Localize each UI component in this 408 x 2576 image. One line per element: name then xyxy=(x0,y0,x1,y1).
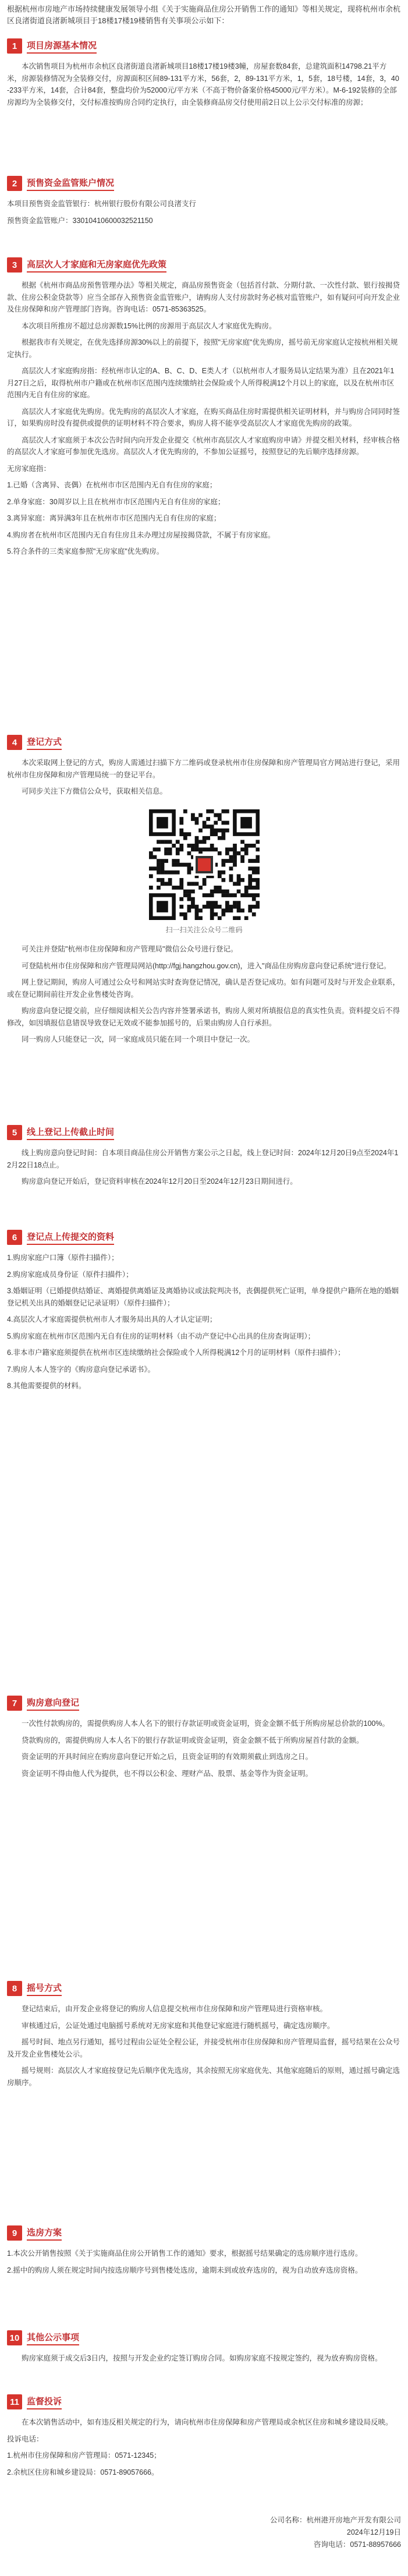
section-header xyxy=(7,2393,401,2411)
list-item: 4.购房者在杭州市区范围内无自有住房且未办理过房屋按揭贷款，不属于有房家庭。 xyxy=(7,530,275,539)
section-registration-details xyxy=(7,943,401,1050)
section-header xyxy=(7,1694,401,1712)
section-title: 预售资金监管账户情况 xyxy=(27,176,114,191)
section-header xyxy=(7,256,401,274)
section-number: 7 xyxy=(7,1696,22,1711)
section-header xyxy=(7,1229,401,1246)
list-item: 1.购房家庭户口簿（原件扫描件）； xyxy=(7,1254,119,1262)
paragraph: 根据《杭州市商品房预售管理办法》等相关规定，商品房预售资金（包括首付款、分期付款、一次性付款、银行按揭贷款、住房公积金贷款等）应当全部存入预售资金监管账户，请购房人支付房款时务必核对监管账户，如有疑问可向开发企业及住房保障和房产管理部门咨询。咨询电话：0571-85363525。 xyxy=(7,281,400,313)
list-item: 1.本次公开销售按照《关于实施商品住房公开销售工作的通知》要求，根据摇号结果确定的选房顺序进行选房。 xyxy=(7,2249,363,2257)
paragraph: 摇号时间、地点另行通知，摇号过程由公证处全程公证，并接受杭州市住房保障和房产管理局监督，摇号结果在公众号及开发企业售楼处公示。 xyxy=(7,2038,400,2058)
section-purchase-registration xyxy=(7,1694,401,1784)
footer-date: 2024年12月19日 xyxy=(346,2528,401,2536)
paragraph: 购房意向登记开始后，登记资料审核在2024年12月20日至2024年12月23日期间进行。 xyxy=(22,1177,297,1186)
section-number: 4 xyxy=(7,735,22,750)
qr-code-block xyxy=(149,809,260,935)
section-title: 登记点上传提交的资料 xyxy=(27,1230,114,1245)
paragraph: 可登陆杭州市住房保障和房产管理局网站(http://fgj.hangzhou.gov.cn)，进入"商品住房购房意向登记系统"进行登记。 xyxy=(22,961,391,970)
paragraph: 资金证明的开具时间应在购房意向登记开始之后，且资金证明的有效期须截止到选房之日。 xyxy=(22,1753,313,1761)
paragraph: 摇号规则：高层次人才家庭按登记先后顺序优先选房，其余按照无房家庭优先、其他家庭随后的原则，通过摇号确定选房顺序。 xyxy=(7,2067,400,2087)
list-item: 2.摇中的购房人须在规定时间内按选房顺序号到售楼处选房，逾期未到或放弃选房的，视为自动放弃选房资格。 xyxy=(7,2266,363,2274)
paragraph: 本项目预售资金监管银行：杭州银行股份有限公司良渚支行 xyxy=(7,200,197,208)
qr-caption: 扫一扫关注公众号二维码 xyxy=(165,926,243,934)
section-title: 选房方案 xyxy=(27,2226,62,2241)
paragraph: 审核通过后，公证处通过电脑摇号系统对无房家庭和其他登记家庭进行随机摇号，确定选房顺序。 xyxy=(22,2021,335,2030)
paragraph: 高层次人才家庭优先购房。优先购房的高层次人才家庭，在购买商品住房时需提供相关证明材料，并与购房合同同时签订，如果购房时没有提供或提供的证明材料不符合要求，购房人将不能享受高层次人才家庭优先购房的政策。 xyxy=(7,407,400,427)
paragraph: 购房家庭须于成交后3日内，按照与开发企业约定签订购房合同。如购房家庭不按规定签约，视为放弃购房资格。 xyxy=(22,2354,382,2362)
paragraph: 本次采取网上登记的方式，购房人需通过扫描下方二维码或登录杭州市住房保障和房产管理局官方网站进行登记，采用杭州市住房保障和房产管理局统一的登记平台。 xyxy=(7,759,400,779)
list-item: 5.购房家庭在杭州市区范围内无自有住房的证明材料（由不动产登记中心出具的住房查询证明）； xyxy=(7,1332,315,1340)
paragraph: 在本次销售活动中，如有违反相关规定的行为，请向杭州市住房保障和房产管理局或余杭区住房和城乡建设局反映。 xyxy=(22,2418,393,2426)
paragraph: 贷款购房的，需提供购房人本人名下的银行存款证明或资金证明，资金金额不低于所购房屋首付款的金额。 xyxy=(22,1736,364,1745)
paragraph: 一次性付款购房的，需提供购房人本人名下的银行存款证明或资金证明，资金金额不低于所购房屋总价款的100%。 xyxy=(22,1719,389,1728)
paragraph: 高层次人才家庭须于本次公告时间内向开发企业提交《杭州市高层次人才家庭购房申请》并提交相关材料，经审核合格的高层次人才家庭可参加优先选房。高层次人才优先购房的，不参加公证摇号，按照登记的先后顺序选择房源。 xyxy=(7,436,400,456)
section-title: 其他公示事项 xyxy=(27,2331,79,2345)
footer-phone: 咨询电话：0571-88957666 xyxy=(313,2540,401,2549)
section-header xyxy=(7,175,401,192)
section-number: 11 xyxy=(7,2394,22,2409)
list-item: 1.杭州市住房保障和房产管理局：0571-12345； xyxy=(7,2451,161,2460)
qr-code-icon xyxy=(149,809,260,920)
list-item: 2.余杭区住房和城乡建设局：0571-89057666。 xyxy=(7,2468,159,2476)
list-item: 3.离异家庭：离异满3年且在杭州市市区范围内无自有住房的家庭； xyxy=(7,514,221,522)
list-item: 2.购房家庭成员身份证（原件扫描件）； xyxy=(7,1270,133,1279)
list-item: 3.婚姻证明（已婚提供结婚证、离婚提供离婚证及离婚协议或法院判决书，丧偶提供死亡证明，单身提供户籍所在地的婚姻登记机关出具的婚姻登记记录证明）（原件扫描件）； xyxy=(7,1287,399,1307)
section-title: 监督投诉 xyxy=(27,2395,62,2409)
section-title: 登记方式 xyxy=(27,735,62,750)
section-number: 6 xyxy=(7,1230,22,1245)
section-supervision xyxy=(7,2393,401,2483)
section-number: 10 xyxy=(7,2330,22,2345)
paragraph: 线上购房意向登记时间：自本项目商品住房公开销售方案公示之日起，线上登记时间：2024年12月20日9点至2024年12月22日18点止。 xyxy=(7,1149,399,1169)
paragraph: 投诉电话： xyxy=(7,2435,44,2443)
section-header xyxy=(7,1980,401,1997)
section-registration-method xyxy=(7,734,401,802)
section-escrow-account xyxy=(7,175,401,231)
paragraph: 同一购房人只能登记一次，同一家庭成员只能在同一个项目中登记一次。 xyxy=(22,1035,255,1043)
footer-company: 公司名称：杭州港开房地产开发有限公司 xyxy=(269,2516,401,2524)
section-required-documents xyxy=(7,1229,401,1397)
section-deadline xyxy=(7,1124,401,1193)
paragraph: 可关注并登陆"杭州市住房保障和房产管理局"微信公众号进行登记。 xyxy=(22,945,238,953)
paragraph: 高层次人才家庭购房指：经杭州市认定的A、B、C、D、E类人才（以杭州市人才服务局认定结果为准）且在2021年1月27日之后，取得杭州市户籍或在杭州市区范围内连续缴纳社会保险或个人所得税满12个月以上的家庭，以及在杭州市区范围内无自有住房的家庭。 xyxy=(7,367,395,399)
section-header xyxy=(7,37,401,55)
paragraph: 本次销售项目为杭州市余杭区良渚街道良渚新城项目18楼17楼19楼3幢，房屋套数84套，总建筑面积14798.21平方米，房源装修情况为全装修交付，房源面积区间89-131平方米，56套，2，89-131平方米，1，5套，18号楼，14套，3，40-233平方米，14套，合计84套，整盘均价为52000元/平方米（不高于物价备案价格45000元/平方米）。M-6-192装修的全部房源均为全装修交付，交付标准按购房合同约定执行，由全装修商品房交付使用前2日以上公示交付标准的房源； xyxy=(7,62,399,107)
list-item: 6.非本市户籍家庭须提供在杭州市区连续缴纳社会保险或个人所得税满12个月的证明材料（原件扫描件）； xyxy=(7,1349,345,1357)
intro-paragraph: 根据杭州市房地产市场持续健康发展领导小组《关于实施商品住房公开销售工作的通知》等相关规定，现将杭州市余杭区良渚街道良渚新城项目于18楼17楼19楼销售有关事项公示如下： xyxy=(7,5,401,25)
section-number: 2 xyxy=(7,176,22,191)
qr-code-image[interactable] xyxy=(149,809,260,920)
section-lottery-method xyxy=(7,1980,401,2093)
section-title: 线上登记上传截止时间 xyxy=(27,1126,114,1140)
list-item: 1.已婚（含离异、丧偶）在杭州市市区范围内无自有住房的家庭； xyxy=(7,481,217,489)
section-number: 1 xyxy=(7,38,22,54)
section-number: 9 xyxy=(7,2225,22,2241)
list-item: 2.单身家庭：30周岁以上且在杭州市市区范围内无自有住房的家庭； xyxy=(7,497,225,506)
section-number: 5 xyxy=(7,1125,22,1140)
paragraph: 预售资金监管账户：33010410600032521150 xyxy=(7,216,153,225)
section-header xyxy=(7,734,401,751)
paragraph: 资金证明不得由他人代为提供，也不得以公积金、理财产品、股票、基金等作为资金证明。 xyxy=(22,1769,313,1778)
section-header xyxy=(7,2329,401,2347)
paragraph: 网上登记期间，购房人可通过公众号和网站实时查询登记情况，确认是否登记成功。如有问题可及时与开发企业联系，或在登记期间前往开发企业售楼处咨询。 xyxy=(7,978,400,999)
section-room-selection xyxy=(7,2224,401,2281)
paragraph: 无房家庭指： xyxy=(7,464,51,473)
list-item: 7.购房人本人签字的《购房意向登记承诺书》。 xyxy=(7,1365,155,1374)
list-item: 8.其他需要提供的材料。 xyxy=(7,1382,86,1390)
paragraph: 购房意向登记提交前，应仔细阅读相关公告内容并签署承诺书，购房人须对所填报信息的真实性负责。资料提交后不得修改，如因填报信息错误导致登记无效或不能参加摇号的，后果由购房人自行承担。 xyxy=(7,1007,400,1027)
section-number: 8 xyxy=(7,1981,22,1996)
section-title: 摇号方式 xyxy=(27,1981,62,1996)
paragraph: 可同步关注下方微信公众号，获取相关信息。 xyxy=(22,787,168,795)
paragraph: 本次项目所推房不超过总房源数15%比例的房源用于高层次人才家庭优先购房。 xyxy=(22,321,276,330)
section-header xyxy=(7,1124,401,1141)
list-item: 5.符合条件的三类家庭参照"无房家庭"优先购房。 xyxy=(7,547,164,555)
section-header xyxy=(7,2224,401,2242)
section-title: 项目房源基本情况 xyxy=(27,39,97,54)
list-item: 4.高层次人才家庭需提供杭州市人才服务局出具的人才认定证明； xyxy=(7,1315,217,1324)
section-title: 购房意向登记 xyxy=(27,1696,79,1711)
paragraph: 根据我市有关规定，在优先选择房源30%以上的前提下，按照"无房家庭"优先购房，摇号前无房家庭认定按杭州相关规定执行。 xyxy=(7,338,398,359)
section-priority-policy xyxy=(7,256,401,562)
section-number: 3 xyxy=(7,257,22,273)
footer xyxy=(7,2514,401,2551)
section-project-info xyxy=(7,37,401,113)
paragraph: 登记结束后，由开发企业将登记的购房人信息提交杭州市住房保障和房产管理局进行资格审核。 xyxy=(22,2005,328,2013)
section-other-notices xyxy=(7,2329,401,2369)
section-title: 高层次人才家庭和无房家庭优先政策 xyxy=(27,258,166,273)
